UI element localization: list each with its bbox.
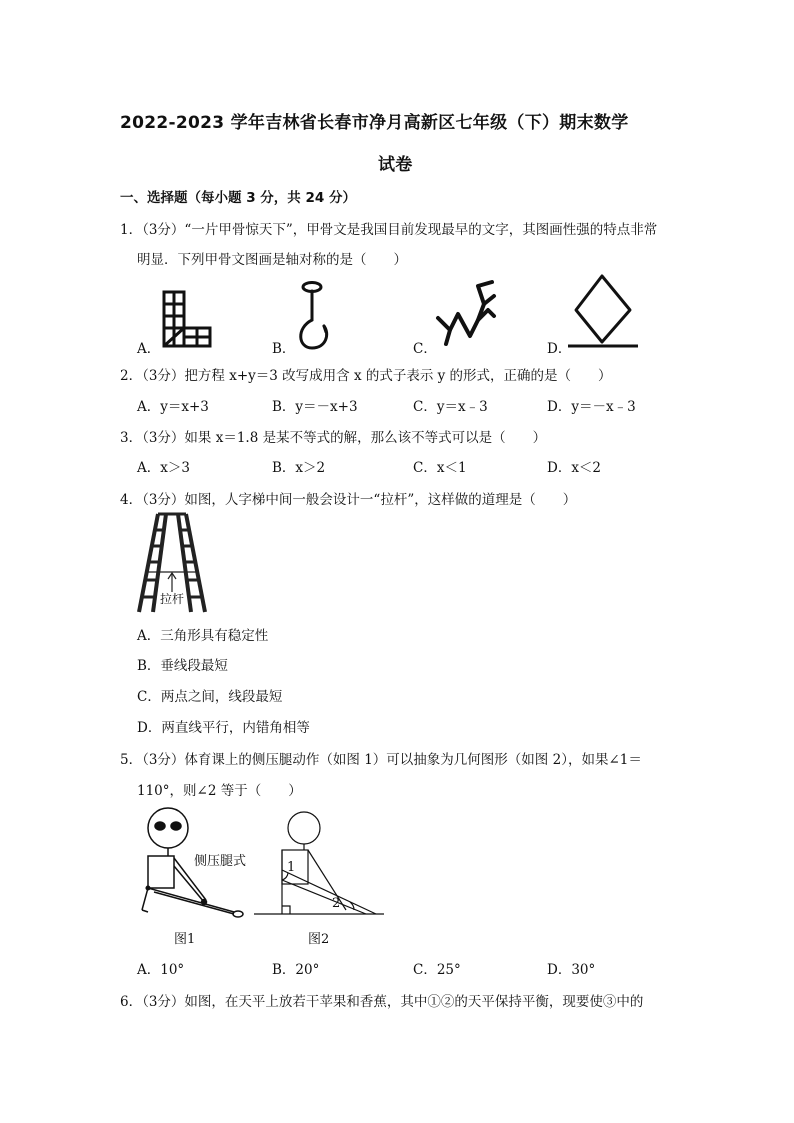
figure-1-pose-label: 侧压腿式 (194, 854, 247, 869)
q3-option-c: C．x＜1 (413, 460, 467, 476)
question-3-stem: 3．（3分）如果 x＝1.8 是某不等式的解，那么该不等式可以是（ ） (120, 430, 547, 446)
q1-option-b-label: B． (272, 341, 296, 357)
question-2-stem: 2．（3分）把方程 x+y＝3 改写成用含 x 的式子表示 y 的形式，正确的是（ ） (120, 368, 612, 384)
q3-option-a: A．x＞3 (137, 460, 190, 476)
section-heading-choice: 一、选择题（每小题 3 分，共 24 分） (120, 190, 356, 206)
oracle-glyph-b-icon (292, 280, 334, 352)
page-title-line2: 试卷 (378, 155, 413, 175)
figure-2-geometry (254, 806, 388, 918)
q5-option-b: B．20° (272, 962, 320, 978)
q2-option-b: B．y＝－x+3 (272, 399, 358, 415)
q4-option-b: B．垂线段最短 (137, 658, 228, 674)
q1-option-a-label: A． (137, 341, 161, 357)
q4-option-a: A．三角形具有稳定性 (137, 628, 269, 644)
question-1-stem-line2: 明显．下列甲骨文图画是轴对称的是（ ） (137, 252, 407, 268)
angle-1-label: 1 (287, 860, 296, 875)
q3-option-b: B．x＞2 (272, 460, 326, 476)
question-4-stem: 4．（3分）如图，人字梯中间一般会设计一“拉杆”，这样做的道理是（ ） (120, 492, 577, 508)
q1-option-d-label: D． (547, 341, 572, 357)
q3-option-d: D．x＜2 (547, 460, 602, 476)
question-5-stem-line1: 5．（3分）体育课上的侧压腿动作（如图 1）可以抽象为几何图形（如图 2），如果∠1＝ (120, 752, 642, 768)
q5-option-a: A．10° (137, 962, 185, 978)
q4-option-c: C．两点之间，线段最短 (137, 689, 283, 705)
oracle-glyph-a-icon (162, 290, 214, 350)
angle-2-label: 2 (332, 896, 341, 911)
question-1-stem-line1: 1．（3分）“一片甲骨惊天下”，甲骨文是我国目前发现最早的文字，其图画性强的特点非常 (120, 222, 658, 238)
question-5-stem-line2: 110°，则∠2 等于（ ） (137, 783, 302, 799)
page-title-line1: 2022-2023 学年吉林省长春市净月高新区七年级（下）期末数学 (120, 113, 629, 133)
q2-option-d: D．y＝－x﹣3 (547, 399, 636, 415)
q1-option-c-label: C． (413, 341, 437, 357)
oracle-glyph-d-icon (566, 272, 642, 352)
q2-option-a: A．y＝x+3 (137, 399, 209, 415)
q2-option-c: C．y＝x﹣3 (413, 399, 488, 415)
ladder-rod-label: 拉杆 (160, 592, 185, 606)
q5-option-d: D．30° (547, 962, 596, 978)
q5-option-c: C．25° (413, 962, 461, 978)
figure-2-caption: 图2 (308, 932, 330, 947)
question-6-stem: 6．（3分）如图，在天平上放若干苹果和香蕉，其中①②的天平保持平衡，现要使③中的 (120, 994, 644, 1010)
figure-1-caption: 图1 (174, 932, 196, 947)
oracle-glyph-c-icon (436, 278, 498, 348)
q4-option-d: D．两直线平行，内错角相等 (137, 720, 310, 736)
